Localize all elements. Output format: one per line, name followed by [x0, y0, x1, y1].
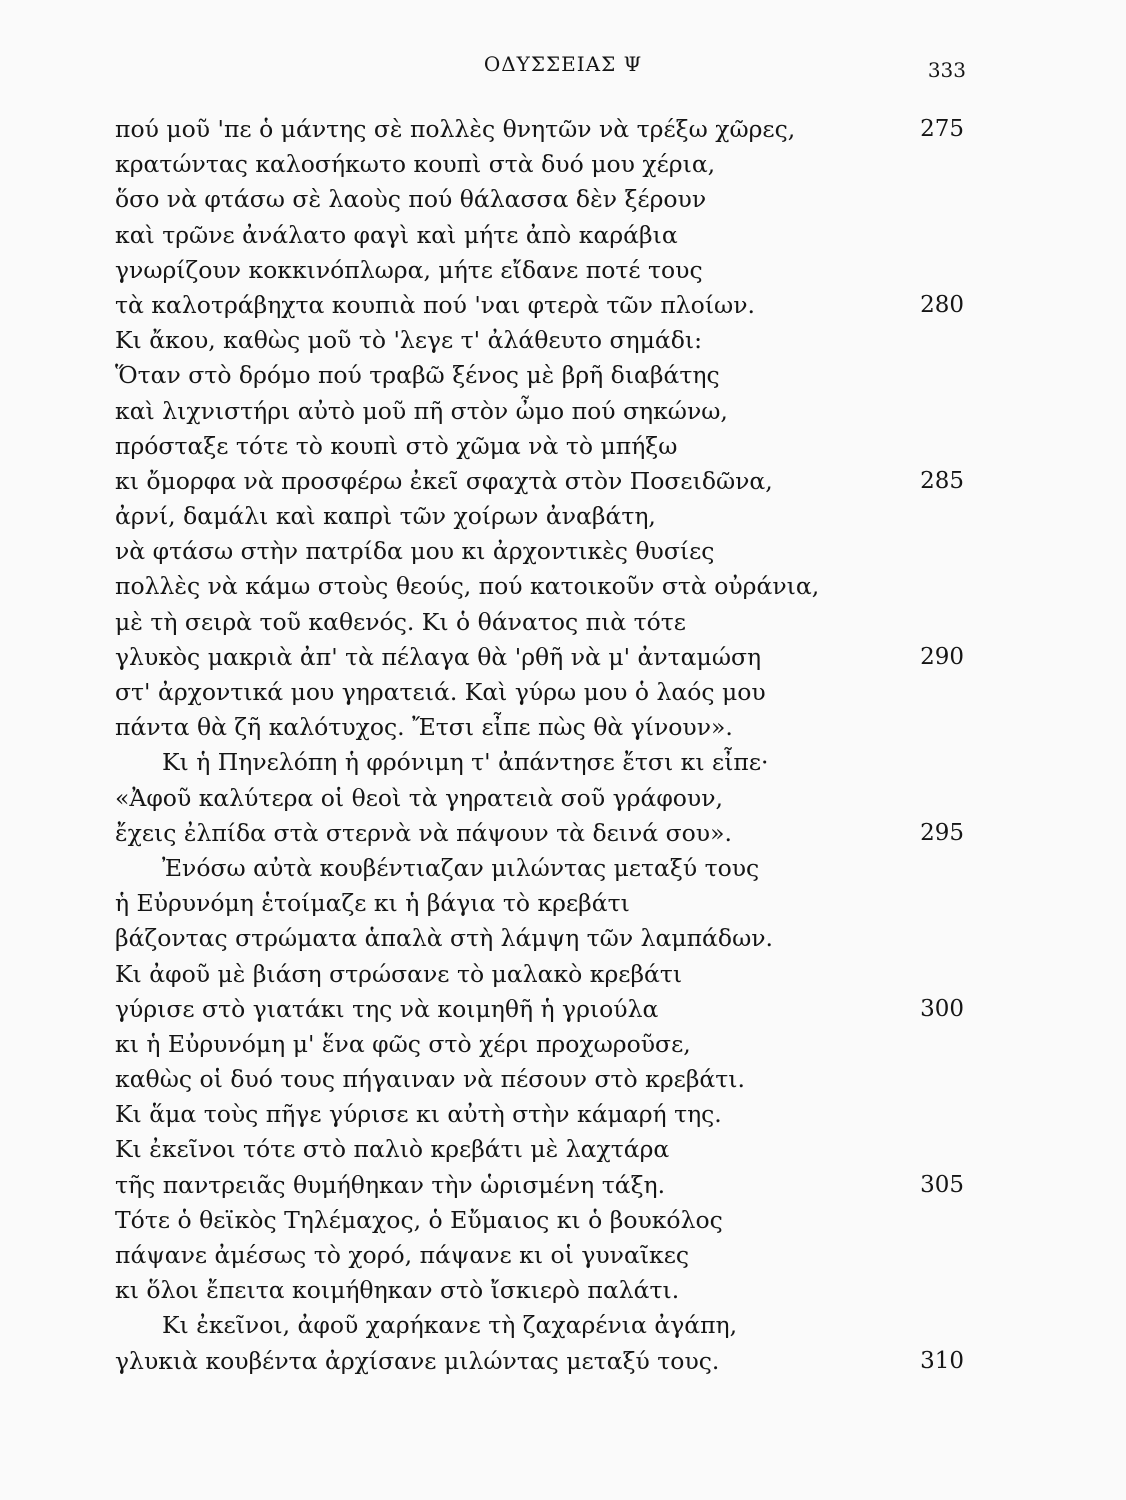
verse-line [0, 218, 1126, 253]
verse-text: ἔχεις ἐλπίδα στὰ στερνὰ νὰ πάψουν τὰ δεινά σου». [115, 818, 732, 847]
verse-text: Κι ἐκεῖνοι, ἀφοῦ χαρήκανε τὴ ζαχαρένια ἀγάπη, [162, 1311, 738, 1340]
verse-line [0, 1097, 1126, 1132]
verse-line [0, 1062, 1126, 1097]
verse-line [0, 992, 1126, 1027]
verse-line [0, 534, 1126, 569]
verse-text: κρατώντας καλοσήκωτο κουπὶ στὰ δυό μου χέρια, [115, 150, 716, 179]
verse-line [0, 464, 1126, 499]
verse-line [0, 1273, 1126, 1308]
verse-text: πάψανε ἀμέσως τὸ χορό, πάψανε κι οἱ γυναῖκες [115, 1241, 690, 1269]
verse-text: γνωρίζουν κοκκινόπλωρα, μήτε εἴδανε ποτέ τους [115, 255, 703, 284]
verse-line [0, 1344, 1126, 1379]
verse-text: Ἐνόσω αὐτὰ κουβέντιαζαν μιλώντας μεταξύ τους [162, 853, 760, 882]
verse-line [0, 1168, 1126, 1203]
verse-text: ὅσο νὰ φτάσω σὲ λαοὺς πού θάλασσα δὲν ξέρουν [115, 185, 707, 214]
verse-line [0, 1027, 1126, 1062]
verse-text: στ' ἀρχοντικά μου γηρατειά. Καὶ γύρω μου ὁ λαός μου [115, 678, 766, 706]
poem-body [0, 112, 1126, 1379]
page-number: 333 [927, 58, 966, 82]
line-number: 310 [920, 1347, 964, 1374]
running-header-title: ΟΔΥΣΣΕΙΑΣ Ψ [483, 52, 643, 76]
verse-line [0, 182, 1126, 217]
verse-line [0, 1308, 1126, 1343]
verse-line [0, 781, 1126, 816]
verse-line [0, 1132, 1126, 1167]
verse-line [0, 358, 1126, 393]
verse-line [0, 640, 1126, 675]
verse-text: Κι ἐκεῖνοι τότε στὸ παλιὸ κρεβάτι μὲ λαχτάρα [115, 1135, 670, 1164]
verse-line [0, 957, 1126, 992]
verse-text: μὲ τὴ σειρὰ τοῦ καθενός. Κι ὁ θάνατος πιὰ τότε [115, 607, 686, 636]
line-number: 275 [920, 116, 964, 142]
verse-line [0, 710, 1126, 745]
line-number: 280 [920, 291, 964, 318]
verse-text: Τότε ὁ θεϊκὸς Τηλέμαχος, ὁ Εὔμαιος κι ὁ βουκόλος [115, 1205, 723, 1234]
verse-line [0, 499, 1126, 534]
verse-text: καθὼς οἱ δυό τους πήγαιναν νὰ πέσουν στὸ κρεβάτι. [115, 1065, 745, 1094]
verse-text: ἡ Εὐρυνόμη ἑτοίμαζε κι ἡ βάγια τὸ κρεβάτι [115, 889, 630, 918]
verse-text: τῆς παντρειᾶς θυμήθηκαν τὴν ὡρισμένη τάξη. [115, 1170, 666, 1199]
verse-line [0, 569, 1126, 604]
verse-text: γύρισε στὸ γιατάκι της νὰ κοιμηθῆ ἡ γριούλα [115, 994, 659, 1023]
verse-line [0, 394, 1126, 429]
verse-line [0, 675, 1126, 710]
verse-line [0, 288, 1126, 323]
verse-line [0, 1238, 1126, 1273]
verse-text: Κι ἅμα τοὺς πῆγε γύρισε κι αὐτὴ στὴν κάμαρή της. [115, 1100, 722, 1129]
verse-line [0, 253, 1126, 288]
verse-line [0, 147, 1126, 182]
verse-text: νὰ φτάσω στὴν πατρίδα μου κι ἀρχοντικὲς θυσίες [115, 537, 715, 566]
line-number: 290 [920, 643, 964, 670]
verse-line [0, 112, 1126, 147]
verse-text: Ὅταν στὸ δρόμο πού τραβῶ ξένος μὲ βρῆ διαβάτης [115, 361, 720, 390]
verse-line [0, 745, 1126, 780]
verse-text: καὶ τρῶνε ἀνάλατο φαγὶ καὶ μήτε ἀπὸ καράβια [115, 220, 678, 249]
verse-line [0, 886, 1126, 921]
verse-text: «Ἀφοῦ καλύτερα οἱ θεοὶ τὰ γηρατειὰ σοῦ γράφουν, [115, 783, 723, 812]
verse-text: βάζοντας στρώματα ἁπαλὰ στὴ λάμψη τῶν λαμπάδων. [115, 924, 773, 953]
verse-line [0, 1203, 1126, 1238]
verse-text: Κι ἡ Πηνελόπη ἡ φρόνιμη τ' ἀπάντησε ἔτσι κι εἶπε· [162, 748, 769, 777]
verse-text: Κι ἀφοῦ μὲ βιάση στρώσανε τὸ μαλακὸ κρεβάτι [115, 959, 683, 988]
verse-text: γλυκιὰ κουβέντα ἀρχίσανε μιλώντας μεταξύ τους. [115, 1346, 720, 1375]
verse-text: γλυκὸς μακριὰ ἀπ' τὰ πέλαγα θὰ 'ρθῆ νὰ μ' ἀνταμώση [115, 642, 762, 671]
verse-text: κι ἡ Εὐρυνόμη μ' ἕνα φῶς στὸ χέρι προχωροῦσε, [115, 1029, 691, 1058]
verse-text: καὶ λιχνιστήρι αὐτὸ μοῦ πῆ στὸν ὦμο πού σηκώνω, [115, 396, 728, 425]
verse-text: κι ὅλοι ἔπειτα κοιμήθηκαν στὸ ἴσκιερὸ παλάτι. [115, 1276, 680, 1305]
verse-text: πολλὲς νὰ κάμω στοὺς θεούς, πού κατοικοῦν στὰ οὐράνια, [115, 572, 820, 601]
verse-text: πάντα θὰ ζῆ καλότυχος. Ἔτσι εἶπε πὼς θὰ γίνουν». [115, 713, 733, 742]
verse-text: κι ὄμορφα νὰ προσφέρω ἐκεῖ σφαχτὰ στὸν Ποσειδῶνα, [115, 466, 773, 495]
verse-text: Κι ἄκου, καθὼς μοῦ τὸ 'λεγε τ' ἀλάθευτο σημάδι: [115, 326, 703, 355]
line-number: 305 [920, 1171, 964, 1198]
verse-text: πού μοῦ 'πε ὁ μάντης σὲ πολλὲς θνητῶν νὰ τρέξω χῶρες, [115, 115, 796, 143]
verse-text: πρόσταξε τότε τὸ κουπὶ στὸ χῶμα νὰ τὸ μπήξω [115, 431, 678, 460]
verse-line [0, 921, 1126, 956]
line-number: 285 [920, 467, 964, 494]
verse-line [0, 816, 1126, 851]
line-number: 295 [920, 819, 964, 846]
verse-line [0, 605, 1126, 640]
verse-line [0, 429, 1126, 464]
verse-line [0, 851, 1126, 886]
verse-text: τὰ καλοτράβηχτα κουπιὰ πού 'ναι φτερὰ τῶν πλοίων. [115, 290, 755, 319]
line-number: 300 [920, 995, 964, 1022]
verse-line [0, 323, 1126, 358]
verse-text: ἀρνί, δαμάλι καὶ καπρὶ τῶν χοίρων ἀναβάτη, [115, 502, 656, 531]
